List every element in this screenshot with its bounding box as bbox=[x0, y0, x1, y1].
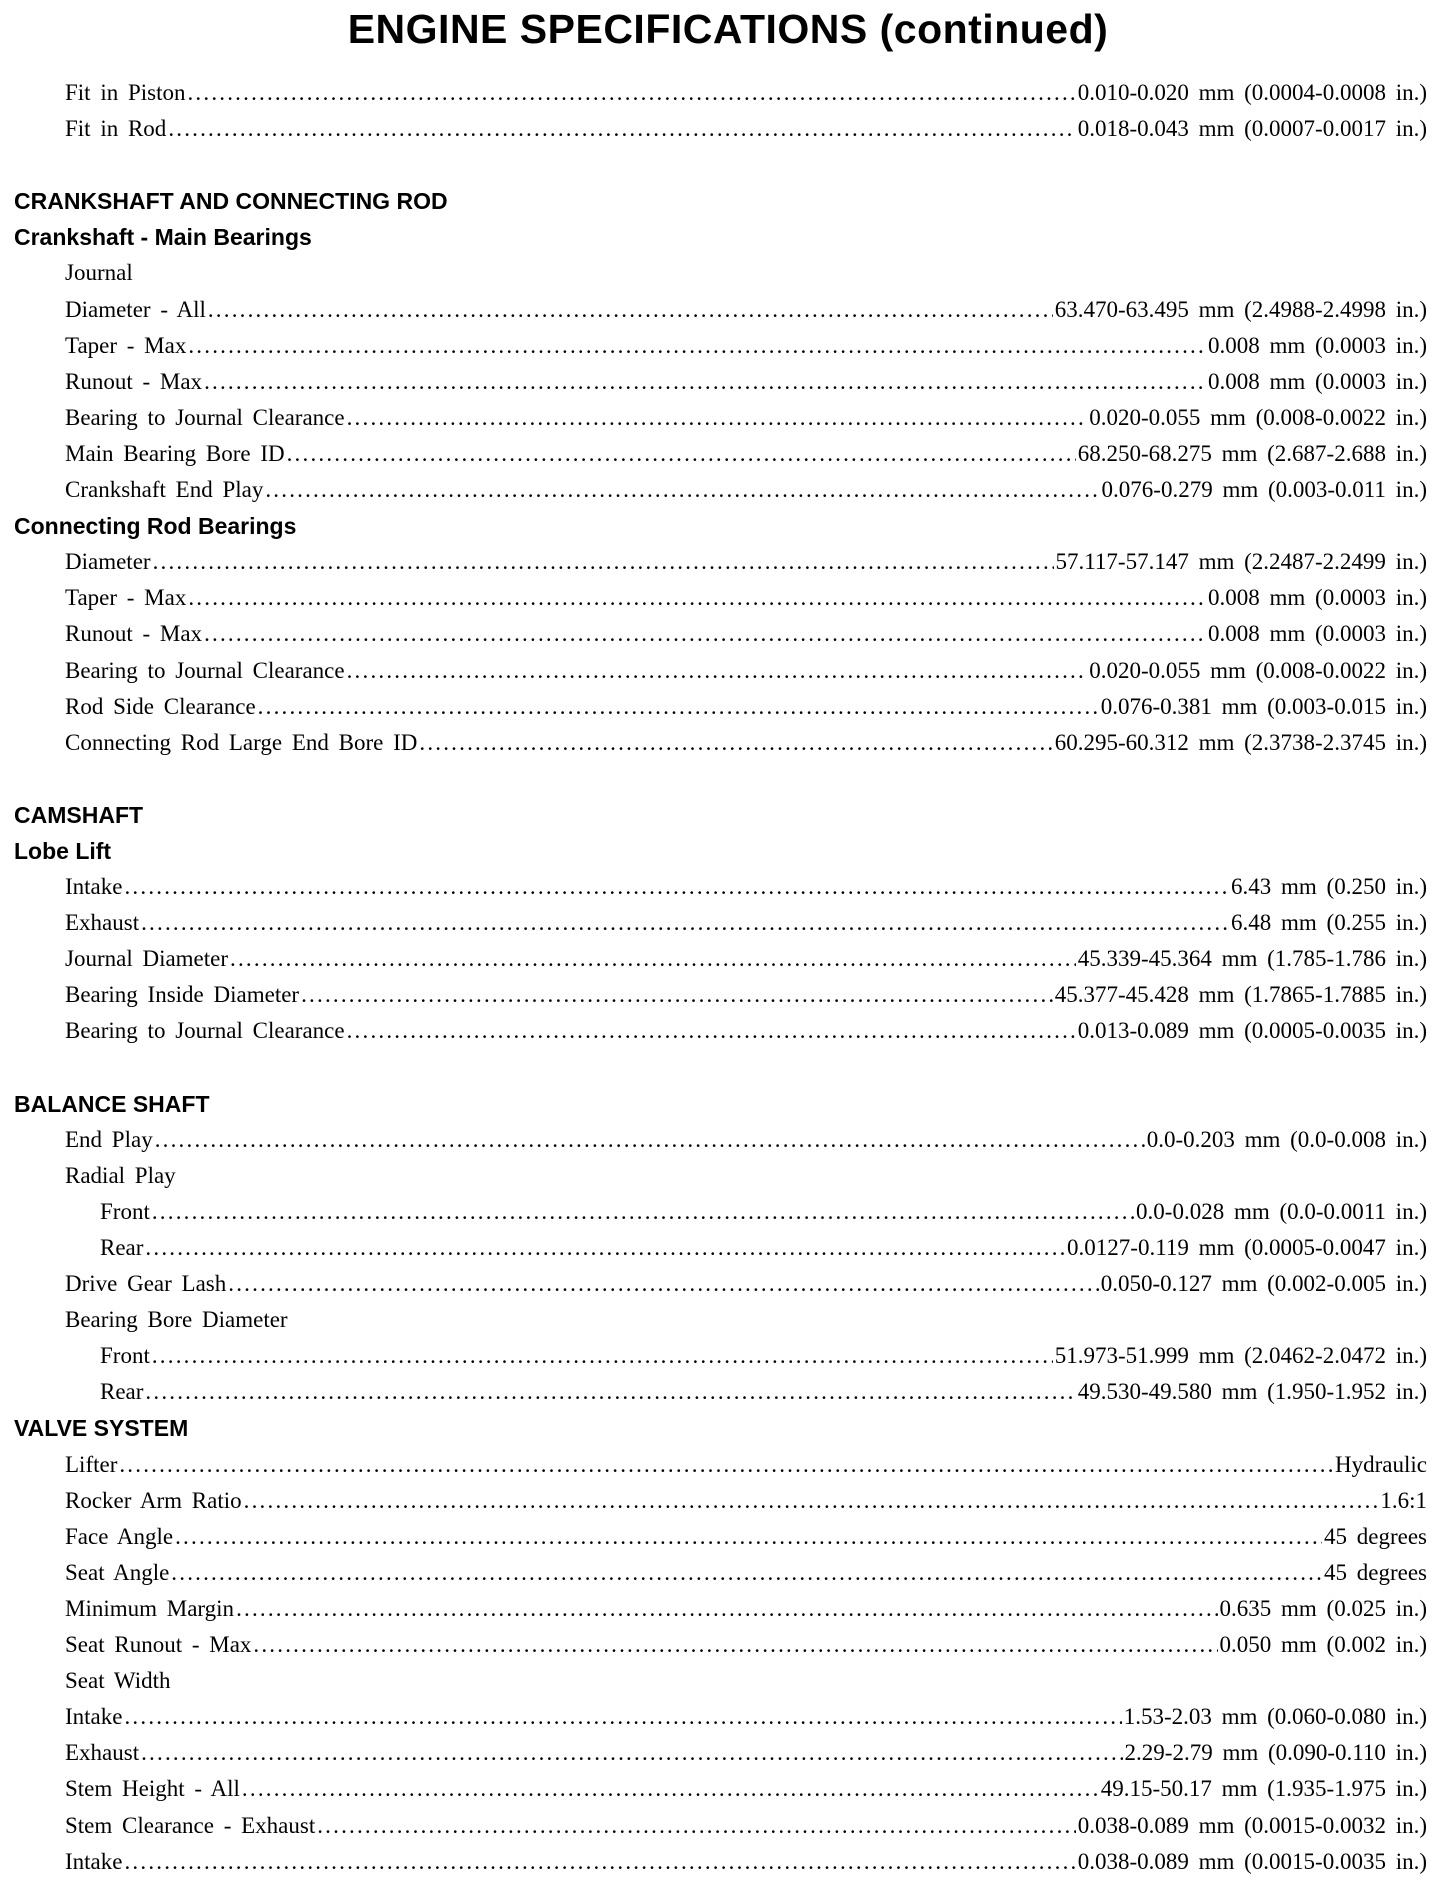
section-heading: VALVE SYSTEM bbox=[14, 1415, 189, 1442]
spec-label: Radial Play bbox=[65, 1162, 176, 1188]
spec-value: 0.008 mm (0.0003 in.) bbox=[1208, 368, 1427, 394]
dot-leader bbox=[258, 689, 1099, 725]
spec-value: 1.53-2.03 mm (0.060-0.080 in.) bbox=[1123, 1704, 1427, 1730]
spec-row bbox=[0, 1013, 1427, 1049]
spec-label: Taper - Max bbox=[65, 585, 187, 611]
spec-label: Journal bbox=[65, 260, 133, 286]
spec-label: Rear bbox=[100, 1235, 144, 1260]
spec-label: Journal Diameter bbox=[65, 946, 229, 972]
spec-value: 0.010-0.020 mm (0.0004-0.0008 in.) bbox=[1077, 80, 1427, 105]
spec-value: 1.6:1 bbox=[1380, 1487, 1427, 1513]
spec-value: 0.020-0.055 mm (0.008-0.0022 in.) bbox=[1089, 404, 1427, 430]
spec-value: 6.43 mm (0.250 in.) bbox=[1231, 874, 1427, 900]
spec-row bbox=[0, 1483, 1427, 1519]
spec-value: 0.018-0.043 mm (0.0007-0.0017 in.) bbox=[1077, 116, 1427, 142]
spec-value: 0.635 mm (0.025 in.) bbox=[1219, 1595, 1427, 1621]
spec-group-label bbox=[0, 255, 1427, 291]
dot-leader bbox=[168, 111, 1075, 147]
dot-leader bbox=[230, 941, 1076, 977]
dot-leader bbox=[347, 400, 1088, 436]
spec-group-label bbox=[0, 1663, 1427, 1699]
dot-leader bbox=[244, 1483, 1379, 1519]
spec-group-label bbox=[0, 1158, 1427, 1194]
spec-label: Taper - Max bbox=[65, 332, 187, 358]
spec-value: 49.530-49.580 mm (1.950-1.952 in.) bbox=[1077, 1379, 1427, 1405]
spec-value: 0.050-0.127 mm (0.002-0.005 in.) bbox=[1100, 1271, 1427, 1297]
spec-row bbox=[0, 1591, 1427, 1627]
spec-value: 0.008 mm (0.0003 in.) bbox=[1208, 621, 1427, 647]
dot-leader bbox=[124, 1699, 1121, 1735]
spec-row bbox=[0, 1519, 1427, 1555]
spec-value: 45.339-45.364 mm (1.785-1.786 in.) bbox=[1077, 946, 1427, 972]
dot-leader bbox=[187, 75, 1075, 111]
spec-label: Bearing to Journal Clearance bbox=[65, 657, 345, 683]
spec-row bbox=[0, 1194, 1427, 1230]
spec-value: 49.15-50.17 mm (1.935-1.975 in.) bbox=[1100, 1776, 1427, 1802]
spec-value: 0.050 mm (0.002 in.) bbox=[1219, 1632, 1427, 1658]
spec-value: 0.0-0.203 mm (0.0-0.008 in.) bbox=[1146, 1126, 1427, 1152]
spec-label: Bearing to Journal Clearance bbox=[65, 1018, 345, 1044]
spec-label: Diameter - All bbox=[65, 296, 206, 322]
spec-value: 0.038-0.089 mm (0.0015-0.0032 in.) bbox=[1077, 1812, 1427, 1838]
spec-value: 0.013-0.089 mm (0.0005-0.0035 in.) bbox=[1077, 1018, 1427, 1044]
spec-row bbox=[0, 941, 1427, 977]
spec-value: 45.377-45.428 mm (1.7865-1.7885 in.) bbox=[1054, 982, 1427, 1008]
spec-label: Rod Side Clearance bbox=[65, 693, 256, 719]
dot-leader bbox=[155, 1122, 1145, 1158]
spec-row bbox=[0, 653, 1427, 689]
dot-leader bbox=[175, 1519, 1322, 1555]
spec-label: Bearing Bore Diameter bbox=[65, 1307, 288, 1333]
spec-row bbox=[0, 1266, 1427, 1302]
spec-group-label bbox=[0, 1302, 1427, 1338]
spec-list bbox=[0, 75, 1456, 1880]
dot-leader bbox=[228, 1266, 1098, 1302]
spec-label: Stem Clearance - Exhaust bbox=[65, 1812, 316, 1838]
spec-label: Face Angle bbox=[65, 1523, 174, 1549]
dot-leader bbox=[419, 725, 1052, 761]
section-heading: Crankshaft - Main Bearings bbox=[14, 224, 312, 251]
spec-row bbox=[0, 580, 1427, 616]
dot-leader bbox=[204, 364, 1206, 400]
dot-leader bbox=[301, 977, 1053, 1013]
spec-row bbox=[0, 977, 1427, 1013]
spec-row bbox=[0, 1771, 1427, 1807]
dot-leader bbox=[124, 869, 1229, 905]
spec-row bbox=[0, 1555, 1427, 1591]
spec-row bbox=[0, 1844, 1427, 1880]
spec-label: Rear bbox=[100, 1379, 144, 1405]
spec-value: 0.008 mm (0.0003 in.) bbox=[1208, 585, 1427, 611]
spec-value: 0.076-0.381 mm (0.003-0.015 in.) bbox=[1100, 693, 1427, 719]
dot-leader bbox=[204, 616, 1206, 652]
spec-row bbox=[0, 1374, 1427, 1410]
spec-row bbox=[0, 1699, 1427, 1735]
spec-value: 57.117-57.147 mm (2.2487-2.2499 in.) bbox=[1055, 549, 1427, 575]
spec-row bbox=[0, 616, 1427, 652]
spec-label: Bearing Inside Diameter bbox=[65, 982, 300, 1008]
dot-leader bbox=[119, 1447, 1333, 1483]
spec-label: Bearing to Journal Clearance bbox=[65, 404, 345, 430]
spec-label: Diameter bbox=[65, 549, 151, 575]
dot-leader bbox=[347, 653, 1088, 689]
page-title: ENGINE SPECIFICATIONS (continued) bbox=[347, 6, 1109, 52]
spec-row bbox=[0, 400, 1427, 436]
spec-row bbox=[0, 328, 1427, 364]
spec-value: 6.48 mm (0.255 in.) bbox=[1231, 910, 1427, 936]
dot-leader bbox=[141, 1735, 1122, 1771]
dot-leader bbox=[188, 328, 1206, 364]
spec-value: 0.038-0.089 mm (0.0015-0.0035 in.) bbox=[1077, 1848, 1427, 1874]
spec-row bbox=[0, 364, 1427, 400]
spec-row bbox=[0, 1627, 1427, 1663]
spec-label: Exhaust bbox=[65, 910, 140, 936]
dot-leader bbox=[152, 1338, 1053, 1374]
spec-row bbox=[0, 75, 1427, 111]
spec-value: Hydraulic bbox=[1335, 1451, 1427, 1477]
spec-row bbox=[0, 111, 1427, 147]
spec-label: End Play bbox=[65, 1126, 153, 1152]
spec-label: Rocker Arm Ratio bbox=[65, 1487, 242, 1513]
spacer bbox=[0, 1050, 1456, 1086]
dot-leader bbox=[317, 1808, 1075, 1844]
spec-row bbox=[0, 544, 1427, 580]
spec-row bbox=[0, 1447, 1427, 1483]
spec-label: Stem Height - All bbox=[65, 1776, 240, 1802]
dot-leader bbox=[141, 905, 1229, 941]
spec-row bbox=[0, 725, 1427, 761]
dot-leader bbox=[347, 1013, 1076, 1049]
spec-value: 45 degrees bbox=[1324, 1523, 1427, 1549]
section-heading: CRANKSHAFT AND CONNECTING ROD bbox=[14, 188, 448, 215]
spec-row bbox=[0, 1735, 1427, 1771]
spec-value: 0.076-0.279 mm (0.003-0.011 in.) bbox=[1101, 477, 1427, 503]
dot-leader bbox=[145, 1374, 1075, 1410]
section-heading: CAMSHAFT bbox=[14, 801, 144, 828]
spec-value: 0.0-0.028 mm (0.0-0.0011 in.) bbox=[1136, 1198, 1427, 1224]
spec-value: 60.295-60.312 mm (2.3738-2.3745 in.) bbox=[1054, 729, 1427, 755]
spec-label: Seat Runout - Max bbox=[65, 1632, 252, 1658]
spec-value: 2.29-2.79 mm (0.090-0.110 in.) bbox=[1124, 1740, 1427, 1766]
spec-value: 0.020-0.055 mm (0.008-0.0022 in.) bbox=[1089, 657, 1427, 683]
dot-leader bbox=[265, 472, 1099, 508]
dot-leader bbox=[253, 1627, 1217, 1663]
dot-leader bbox=[208, 292, 1053, 328]
spec-label: Crankshaft End Play bbox=[65, 477, 264, 503]
spec-value: 63.470-63.495 mm (2.4988-2.4998 in.) bbox=[1054, 296, 1427, 322]
section-heading: Connecting Rod Bearings bbox=[14, 513, 297, 540]
spec-value: 45 degrees bbox=[1324, 1559, 1427, 1585]
spec-value: 0.0127-0.119 mm (0.0005-0.0047 in.) bbox=[1067, 1235, 1427, 1260]
spec-label: Minimum Margin bbox=[65, 1595, 235, 1621]
spec-label: Connecting Rod Large End Bore ID bbox=[65, 729, 418, 755]
spec-label: Fit in Piston bbox=[65, 80, 186, 105]
spec-value: 51.973-51.999 mm (2.0462-2.0472 in.) bbox=[1054, 1343, 1427, 1369]
spec-row bbox=[0, 869, 1427, 905]
dot-leader bbox=[287, 436, 1076, 472]
spec-label: Exhaust bbox=[65, 1740, 140, 1766]
spec-label: Front bbox=[100, 1343, 150, 1369]
dot-leader bbox=[236, 1591, 1217, 1627]
spec-row bbox=[0, 436, 1427, 472]
spec-label: Intake bbox=[65, 1704, 123, 1730]
spec-row bbox=[0, 1122, 1427, 1158]
spec-value: 68.250-68.275 mm (2.687-2.688 in.) bbox=[1077, 440, 1427, 466]
dot-leader bbox=[242, 1771, 1099, 1807]
dot-leader bbox=[124, 1844, 1075, 1880]
spec-row bbox=[0, 292, 1427, 328]
dot-leader bbox=[153, 544, 1054, 580]
dot-leader bbox=[152, 1194, 1134, 1230]
spacer bbox=[0, 761, 1456, 797]
spec-row bbox=[0, 472, 1427, 508]
spec-label: Drive Gear Lash bbox=[65, 1271, 227, 1297]
spec-row bbox=[0, 689, 1427, 725]
spec-row bbox=[0, 1808, 1427, 1844]
spec-label: Front bbox=[100, 1198, 150, 1224]
spec-row bbox=[0, 1338, 1427, 1374]
spec-value: 0.008 mm (0.0003 in.) bbox=[1208, 332, 1427, 358]
spec-label: Runout - Max bbox=[65, 621, 203, 647]
spec-label: Seat Width bbox=[65, 1668, 171, 1694]
spec-row bbox=[0, 1230, 1427, 1266]
dot-leader bbox=[145, 1230, 1065, 1266]
spacer bbox=[0, 147, 1456, 183]
dot-leader bbox=[188, 580, 1206, 616]
spec-label: Runout - Max bbox=[65, 368, 203, 394]
spec-label: Lifter bbox=[65, 1451, 118, 1477]
spec-label: Intake bbox=[65, 874, 123, 900]
dot-leader bbox=[171, 1555, 1322, 1591]
spec-label: Seat Angle bbox=[65, 1559, 170, 1585]
section-heading: Lobe Lift bbox=[14, 837, 112, 864]
section-heading: BALANCE SHAFT bbox=[14, 1090, 210, 1117]
spec-label: Intake bbox=[65, 1848, 123, 1874]
spec-row bbox=[0, 905, 1427, 941]
spec-label: Main Bearing Bore ID bbox=[65, 440, 285, 466]
spec-label: Fit in Rod bbox=[65, 116, 167, 142]
